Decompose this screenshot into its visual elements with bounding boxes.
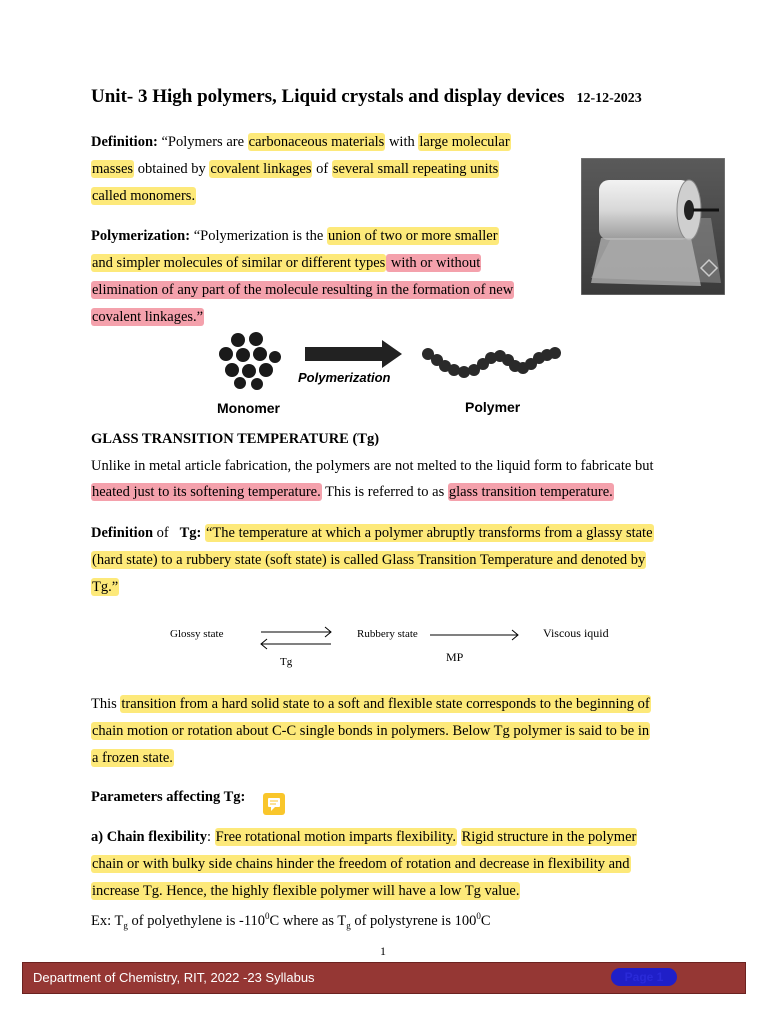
highlight-span: increase Tg. Hence, the highly flexible polymer will have a low Tg value. [92,883,520,899]
polymerization-line-1 [91,223,499,249]
footer-page-badge: Page 1 [611,968,677,986]
definition-line-2 [91,156,499,182]
page-footer [22,962,746,994]
text-span: C where as T [269,912,347,929]
glossy-state-label: Glossy state [170,628,224,640]
highlight-span: “The temperature at which a polymer abruptly transforms from a glassy state [206,525,653,541]
tg-arrow-label: Tg [280,656,293,668]
text-span: “Polymers are [161,134,248,150]
highlight-span: chain or with bulky side chains hinder the freedom of rotation and decrease in flexibility and [92,856,630,872]
transition-line-3 [91,745,174,771]
monomer-label: Monomer [217,400,280,416]
footer-department: Department of Chemistry, RIT, 2022 -23 Syllabus [33,970,315,985]
text-span: C [480,912,491,929]
reversible-arrows [257,626,337,650]
page-number: 1 [380,944,386,958]
transition-line-2 [91,718,650,744]
highlight-span: Tg.” [92,579,119,595]
highlight-span: large molecular [419,134,510,150]
text-span: This is referred to as [321,484,448,500]
text-span: This [91,696,121,712]
highlight-span: union of two or more smaller [327,228,498,244]
melting-arrow [428,628,524,642]
highlight-span: glass transition temperature. [448,484,613,500]
polymer-chain [422,347,561,378]
tg-line-2 [91,479,614,505]
polymerization-line-3 [91,277,514,303]
polymer-roll-image [581,158,725,295]
arrow-shape [305,340,402,368]
highlight-span: with or without [387,255,481,271]
tg-definition-line-2 [91,547,646,573]
section-heading-tg: GLASS TRANSITION TEMPERATURE (Tg) [91,431,380,447]
highlight-span: heated just to its softening temperature. [92,484,321,500]
rubbery-state-label: Rubbery state [357,628,418,640]
highlight-span: called monomers. [92,188,196,204]
text-span: obtained by [134,161,210,177]
example-line [91,903,491,939]
text-span: of polystyrene is 100 [350,912,477,929]
polymerization-line-2 [91,250,481,276]
definition-label: Definition: [91,134,158,150]
highlight-span: masses [92,161,134,177]
viscous-liquid-label: Viscous iquid [543,626,609,640]
polymerization-arrow-label: Polymerization [298,370,391,385]
title-text: Unit- 3 High polymers, Liquid crystals and display devices [91,86,565,107]
text-span: Ex: T [91,912,124,929]
chain-flexibility-line-3 [91,878,520,904]
superscript: 0 [265,911,270,921]
definition-line-1 [91,129,511,155]
tg-definition-line-3 [91,574,119,600]
chain-flexibility-line-1 [91,824,637,850]
tg-definition-line-1 [91,520,654,546]
text-span: of [312,161,332,177]
subscript: g [123,920,128,931]
parameters-heading: Parameters affecting Tg: [91,789,246,805]
subscript: g [346,920,351,931]
polymer-label: Polymer [465,399,521,415]
chain-flexibility-line-2 [91,851,631,877]
mp-arrow-label: MP [446,650,464,664]
highlight-span: Free rotational motion imparts flexibility. [215,829,456,845]
comment-glyph-icon [263,793,285,815]
highlight-span: (hard state) to a rubbery state (soft state) is called Glass Transition Temperature and denoted by [92,552,646,568]
page-title [91,86,642,108]
text-span: “Polymerization is the [193,228,327,244]
highlight-span: chain motion or rotation about C-C single bonds in polymers. Below Tg polymer is said to be in [92,723,650,739]
polymerization-label: Polymerization: [91,228,191,244]
superscript: 0 [476,911,481,921]
monomer-cluster [219,332,281,390]
tg-line-1: Unlike in metal article fabrication, the polymers are not melted to the liquid form to fabricate but [91,458,654,474]
comment-icon[interactable] [263,793,285,815]
text-span: with [385,134,419,150]
date-text: 12-12-2023 [576,91,642,106]
text-span: of polyethylene is -110 [127,912,266,929]
highlight-span: several small repeating units [332,161,499,177]
text-span: of [153,525,180,541]
definition-line-3 [91,183,196,209]
highlight-span: elimination of any part of the molecule resulting in the formation of new [92,282,514,298]
highlight-span: carbonaceous materials [248,134,385,150]
text-span: : [207,829,215,845]
highlight-span: covalent linkages [210,161,312,177]
polymerization-line-4 [91,304,204,330]
chain-flexibility-label: a) Chain flexibility [91,829,208,845]
highlight-span: covalent linkages.” [92,309,204,325]
highlight-span: transition from a hard solid state to a soft and flexible state corresponds to the beginning of [121,696,650,712]
highlight-span: a frozen state. [92,750,173,766]
transition-line-1 [91,691,651,717]
tg-label: Tg: [179,525,202,541]
highlight-span: Rigid structure in the polymer [461,829,637,845]
definition-label: Definition [91,525,154,541]
highlight-span: and simpler molecules of similar or different types [92,255,386,271]
